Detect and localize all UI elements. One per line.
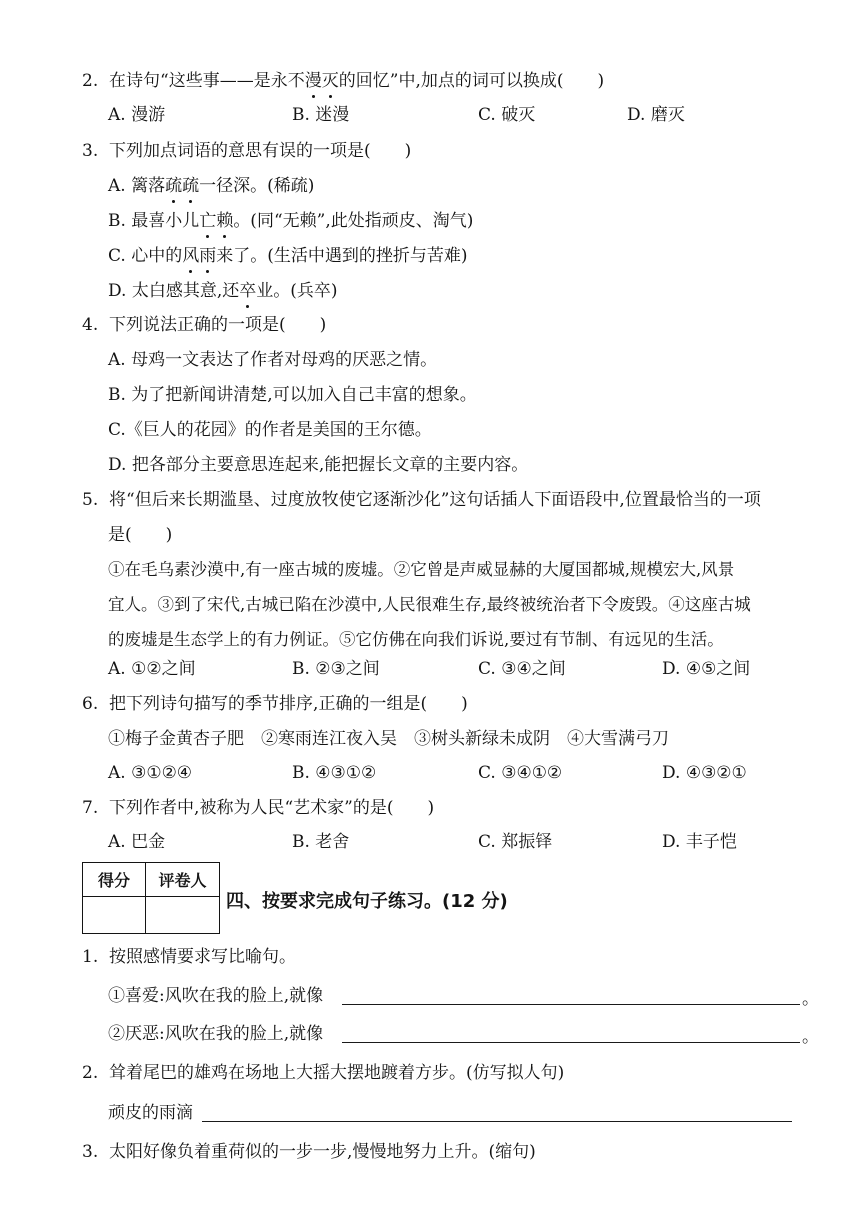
period: 。 bbox=[802, 989, 819, 1009]
q7-number: 7. bbox=[82, 798, 99, 818]
dotted-char: 漫 bbox=[304, 71, 322, 91]
q7-stem: 7. 下列作者中,被称为人民“艺术家”的是( ) bbox=[82, 798, 435, 818]
s4-q1-stem: 1. 按照感情要求写比喻句。 bbox=[82, 947, 297, 967]
q5-option-c[interactable]: C. ③④之间 bbox=[478, 659, 566, 679]
answer-blank[interactable] bbox=[202, 1121, 792, 1122]
s4-q2-number: 2. bbox=[82, 1063, 99, 1083]
s4-q1-number: 1. bbox=[82, 947, 99, 967]
answer-blank[interactable] bbox=[342, 1042, 800, 1043]
q4-option-b[interactable]: B. 为了把新闻讲清楚,可以加入自己丰富的想象。 bbox=[108, 385, 477, 405]
score-cell[interactable] bbox=[83, 897, 146, 933]
dotted-char: 风 bbox=[182, 246, 200, 266]
q5-option-d[interactable]: D. ④⑤之间 bbox=[662, 659, 751, 679]
dotted-char: 灭 bbox=[321, 71, 339, 91]
q5-passage-line: 的废墟是生态学上的有力例证。⑤它仿佛在向我们诉说,要过有节制、有远见的生活。 bbox=[108, 630, 724, 649]
q7-option-c[interactable]: C. 郑振铎 bbox=[478, 832, 553, 852]
grader-header: 评卷人 bbox=[146, 863, 219, 897]
s4-q3-stem: 3. 太阳好像负着重荷似的一步一步,慢慢地努力上升。(缩句) bbox=[82, 1142, 536, 1162]
s4-q2-prompt: 顽皮的雨滴 bbox=[108, 1103, 193, 1123]
q4-option-d[interactable]: D. 把各部分主要意思连起来,能把握长文章的主要内容。 bbox=[108, 455, 529, 475]
q7-option-b[interactable]: B. 老舍 bbox=[292, 832, 350, 852]
q2-stem: 2. 在诗句“这些事——是永不漫灭的回忆”中,加点的词可以换成( ) bbox=[82, 71, 605, 91]
q4-option-c[interactable]: C.《巨人的花园》的作者是美国的王尔德。 bbox=[108, 420, 432, 440]
dotted-char: 疏 bbox=[165, 176, 183, 196]
q6-option-a[interactable]: A. ③①②④ bbox=[108, 763, 193, 783]
q6-stem: 6. 把下列诗句描写的季节排序,正确的一组是( ) bbox=[82, 694, 468, 714]
q4-option-a[interactable]: A. 母鸡一文表达了作者对母鸡的厌恶之情。 bbox=[108, 350, 438, 370]
q2-option-b[interactable]: B. 迷漫 bbox=[292, 105, 350, 125]
q3-option-b[interactable]: B. 最喜小儿亡赖。(同“无赖”,此处指顽皮、淘气) bbox=[108, 211, 474, 231]
s4-q2-stem: 2. 耸着尾巴的雄鸡在场地上大摇大摆地踱着方步。(仿写拟人句) bbox=[82, 1063, 565, 1083]
q6-option-d[interactable]: D. ④③②① bbox=[662, 763, 747, 783]
section-4-title: 四、按要求完成句子练习。(12 分) bbox=[226, 891, 508, 912]
dotted-char: 疏 bbox=[182, 176, 200, 196]
q6-option-c[interactable]: C. ③④①② bbox=[478, 763, 563, 783]
q5-stem: 5. 将“但后来长期滥垦、过度放牧使它逐渐沙化”这句话插人下面语段中,位置最恰当的一项 bbox=[82, 490, 761, 510]
q2-option-a[interactable]: A. 漫游 bbox=[108, 105, 166, 125]
q6-number: 6. bbox=[82, 694, 99, 714]
q2-option-d[interactable]: D. 磨灭 bbox=[627, 105, 685, 125]
score-header: 得分 bbox=[83, 863, 146, 897]
dotted-char: 雨 bbox=[199, 246, 217, 266]
q5-option-a[interactable]: A. ①②之间 bbox=[108, 659, 196, 679]
dotted-char: 赖 bbox=[216, 211, 234, 231]
q3-number: 3. bbox=[82, 141, 99, 161]
q5-passage-line: ①在毛乌素沙漠中,有一座古城的废墟。②它曾是声威显赫的大厦国都城,规模宏大,风景 bbox=[108, 560, 735, 579]
grader-cell[interactable] bbox=[146, 897, 219, 933]
q5-stem-cont: 是( ) bbox=[108, 525, 173, 545]
s4-q1-prompt-b: ②厌恶:风吹在我的脸上,就像 bbox=[108, 1024, 324, 1044]
q5-option-b[interactable]: B. ②③之间 bbox=[292, 659, 380, 679]
q5-passage-line: 宜人。③到了宋代,古城已陷在沙漠中,人民很难生存,最终被统治者下令废毁。④这座古城 bbox=[108, 595, 751, 614]
s4-q3-number: 3. bbox=[82, 1142, 99, 1162]
q7-option-d[interactable]: D. 丰子恺 bbox=[662, 832, 737, 852]
q6-option-b[interactable]: B. ④③①② bbox=[292, 763, 377, 783]
q3-stem: 3. 下列加点词语的意思有误的一项是( ) bbox=[82, 141, 412, 161]
q2-option-c[interactable]: C. 破灭 bbox=[478, 105, 536, 125]
q3-option-c[interactable]: C. 心中的风雨来了。(生活中遇到的挫折与苦难) bbox=[108, 246, 468, 266]
q5-number: 5. bbox=[82, 490, 99, 510]
answer-blank[interactable] bbox=[342, 1004, 800, 1005]
q4-stem: 4. 下列说法正确的一项是( ) bbox=[82, 315, 327, 335]
q2-number: 2. bbox=[82, 71, 99, 91]
dotted-char: 卒 bbox=[239, 281, 257, 301]
q3-option-d[interactable]: D. 太白感其意,还卒业。(兵卒) bbox=[108, 281, 338, 301]
q4-number: 4. bbox=[82, 315, 99, 335]
score-table bbox=[82, 862, 220, 934]
q6-poems: ①梅子金黄杏子肥 ②寒雨连江夜入吴 ③树头新绿未成阴 ④大雪满弓刀 bbox=[108, 729, 669, 749]
s4-q1-prompt-a: ①喜爱:风吹在我的脸上,就像 bbox=[108, 986, 324, 1006]
q3-option-a[interactable]: A. 篱落疏疏一径深。(稀疏) bbox=[108, 176, 315, 196]
period: 。 bbox=[802, 1027, 819, 1047]
q7-option-a[interactable]: A. 巴金 bbox=[108, 832, 166, 852]
dotted-char: 亡 bbox=[199, 211, 217, 231]
